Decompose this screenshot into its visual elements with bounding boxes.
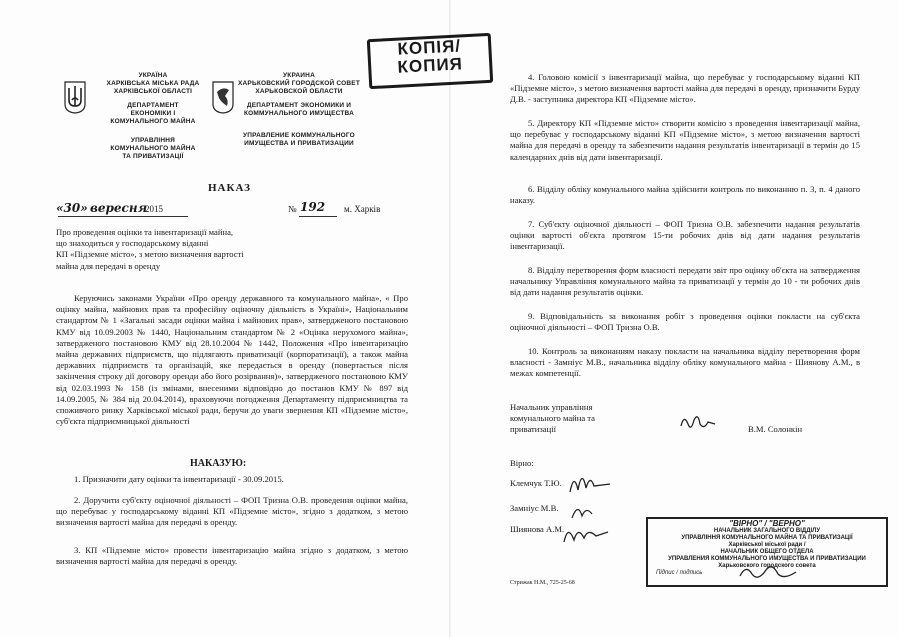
header-ua-council: УКРАЇНА ХАРКІВСЬКА МІСЬКА РАДА ХАРКІВСЬКОЇ ОБЛАСТІ	[106, 72, 200, 95]
order-date-month: вересня	[90, 201, 148, 215]
signatory-name: В.М. Солонкін	[748, 424, 803, 434]
verno-name-1: Клемчук Т.Ю.	[510, 478, 562, 488]
order-command: НАКАЗУЮ:	[190, 458, 247, 469]
header-ua-department: ДЕПАРТАМЕНТ ЕКОНОМІКИ І КОМУНАЛЬНОГО МАЙНА	[110, 102, 196, 125]
trident-emblem-icon	[63, 80, 87, 114]
handwritten-signatures-icon	[556, 462, 636, 562]
page-fold	[449, 0, 451, 637]
header-ru-department: ДЕПАРТАМЕНТ ЭКОНОМИКИ И КОММУНАЛЬНОГО ИМУЩЕСТВА	[243, 102, 355, 117]
order-preamble: Керуючись законами України «Про оренду державного та комунального майна», « Про оцінку майна, майнових прав та професійну оціночну діяльність в Україні», Національним стандартом № 1 «Загальні засади оцінки майна і майнових прав», затвердженого постановою КМУ від 10.09.2003 № 1440, Національним стандартом № 2 «Оцінка нерухомого майна», затвердженого постановою КМУ від 28.10.2004 № 1442, Положення «Про інвентаризацію майна державних підприємств, що підлягають приватизації (корпоратизації), а також майна державних підприємств та організацій, яке передається в оренду (повертається після закінчення строку дії договору оренди або його розірвання)», затвердженого постановою КМУ від 02.03.1993 № 158 (із змінами, внесеними відповідно до постанов КМУ № 897 від 14.09.2005, № 384 від 20.04.2014), враховуючи погодження Департаменту підприємництва та споживчого ринку Харківської міської ради, беручи до уваги звернення КП «Підземне місто», суб'єкта підприємницької діяльності	[56, 293, 408, 427]
verno-name-3: Шиянова А.М.	[510, 524, 565, 534]
signatory-position: Начальник управління комунального майна та приватизації	[510, 402, 595, 435]
order-item-8: 8. Відділу перетворення форм власності передати звіт про оцінку об'єкта на затвердження начальнику Управління комунального майна та приватизації у термін до 10 - ти робочих днів від дати надання результатів оцінки.	[510, 265, 860, 298]
header-ua-upravlinnia: УПРАВЛІННЯ КОМУНАЛЬНОГО МАЙНА ТА ПРИВАТИЗАЦІЇ	[110, 137, 196, 160]
order-subject: Про проведення оцінки та інвентаризації майна, що знаходиться у господарському віданні КП «Підземне місто», з метою визначення вартості майна для передачі в оренду	[56, 227, 244, 271]
order-item-10: 10. Контроль за виконанням наказу покласти на начальника відділу перетворення форм власності - Замніус М.В., начальника відділу обліку комунального майна - Шиянову А.М., в межах компетенції.	[510, 346, 860, 379]
header-ru-council: УКРАИНА ХАРЬКОВСКИЙ ГОРОДСКОЙ СОВЕТ ХАРЬКОВСКОЙ ОБЛАСТИ	[237, 72, 360, 95]
order-item-9: 9. Відповідальність за виконання робіт з проведення оцінки покласти на суб'єкта оціночної діяльності – ФОП Тризна О.В.	[510, 311, 860, 333]
order-item-7: 7. Суб'єкту оціночної діяльності – ФОП Тризна О.В. забезпечити надання результатів оцінки вартості об'єкта протягом 15-ти робочих днів від дати надання результатів інвентаризації.	[510, 219, 860, 252]
executor-line: Стрижак Н.М., 725-25-68	[510, 580, 575, 586]
header-ru-upravlenie: УПРАВЛЕНИЕ КОММУНАЛЬНОГО ИМУЩЕСТВА И ПРИВАТИЗАЦИИ	[243, 132, 355, 147]
stamp-signature-icon	[736, 560, 806, 584]
order-number: 192	[300, 200, 326, 214]
order-title: НАКАЗ	[208, 182, 251, 194]
order-date-line	[56, 200, 416, 220]
order-city: м. Харків	[344, 204, 381, 214]
order-number-label: №	[288, 204, 297, 214]
order-date-day: «30»	[56, 201, 88, 215]
signature-solonkin-icon	[678, 412, 718, 434]
verno-stamp: "ВІРНО" / "ВЕРНО" НАЧАЛЬНИК ЗАГАЛЬНОГО ВІДДІЛУ УПРАВЛІННЯ КОМУНАЛЬНОГО МАЙНА ТА ПРИВАТИЗАЦІЇ Харківської міської ради / НАЧАЛЬНИК ОБЩЕГО ОТДЕЛА УПРАВЛЕНИЯ КОММУНАЛЬНОГО ИМУЩЕСТВА И ПРИВАТИЗАЦИИ Харьковского городского совета Підпис / подпись	[646, 517, 888, 587]
order-item-3: 3. КП «Підземне місто» провести інвентаризацію майна згідно з додатком, з метою визначення вартості майна для передачі в оренду.	[56, 545, 408, 567]
order-item-4: 4. Головою комісії з інвентаризації майна, що перебуває у господарському віданні КП «Підземне місто», з метою визначення вартості майна для передачі в оренду, призначити Бурду Д.В. - заступника директора КП «Підземне місто».	[510, 72, 860, 105]
copy-stamp: КОПІЯ/ КОПИЯ	[367, 33, 493, 89]
verno-name-2: Замніус М.В.	[510, 503, 559, 513]
order-item-6: 6. Відділу обліку комунального майна здійснити контроль по виконанню п. 3, п. 4 даного наказу.	[510, 184, 860, 206]
order-date-year: 2015	[145, 204, 163, 214]
order-item-5: 5. Директору КП «Підземне місто» створити комісію з проведення інвентаризації майна, що перебуває у господарському віданні КП «Підземне місто», з метою визначення вартості майна для передачі в оренду та забезпечити надання результатів інвентаризації в термін до 15 календарних днів від дати інвентаризації.	[510, 118, 860, 162]
order-item-2: 2. Доручити суб'єкту оціночної діяльності – ФОП Тризна О.В. проведення оцінки майна, що перебуває у господарському віданні КП «Підземне місто», згідно з додатком, з метою визначення вартості майна для передачі в оренду.	[56, 495, 408, 528]
verno-label: Вірно:	[510, 458, 534, 468]
order-item-1: 1. Призначити дату оцінки та інвентаризації - 30.09.2015.	[74, 474, 284, 484]
